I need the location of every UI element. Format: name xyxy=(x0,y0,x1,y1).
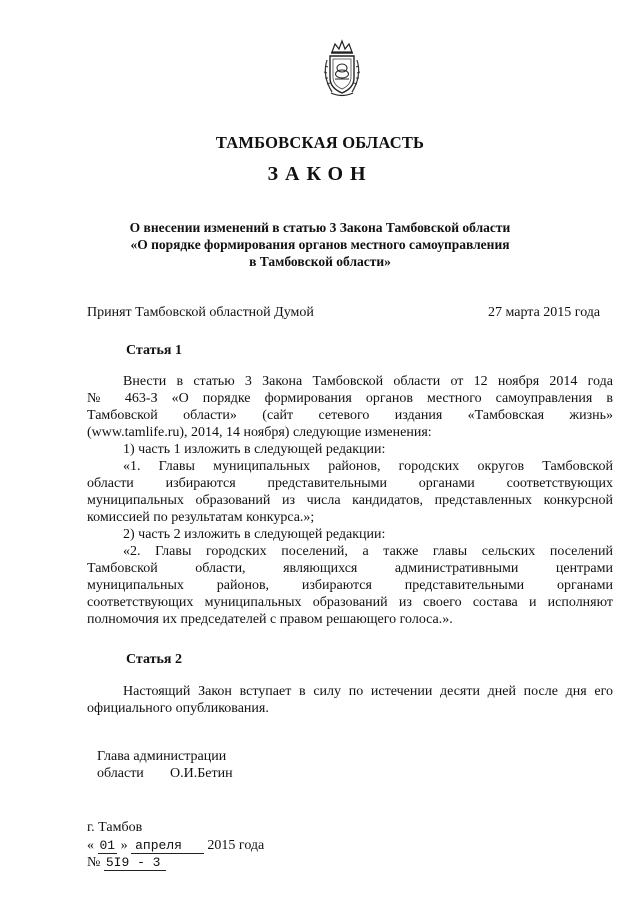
item-1-text xyxy=(87,458,613,526)
text-line: Настоящий Закон вступает в силу по истечении десяти дней после дня его xyxy=(123,684,613,699)
text-line: соответствующих муниципальных образований из своего состава и исполняют xyxy=(87,595,613,610)
text-line: «1. Главы муниципальных районов, городских округов Тамбовской xyxy=(123,459,613,474)
signatory-title: Глава администрации xyxy=(97,749,227,764)
item-1-label: 1) часть 1 изложить в следующей редакции: xyxy=(123,442,386,457)
article-2-text xyxy=(87,683,613,717)
document-type-title: ЗАКОН xyxy=(267,163,373,185)
text-line: комиссией по результатам конкурса.»; xyxy=(87,510,315,525)
text-line: полномочия их председателей с правом решающего голоса.». xyxy=(87,612,453,627)
article-2-heading: Статья 2 xyxy=(126,652,182,667)
region-title: ТАМБОВСКАЯ ОБЛАСТЬ xyxy=(215,133,425,152)
date-day: 01 xyxy=(99,838,116,853)
article-1-intro xyxy=(87,373,613,441)
text-line: муниципальных образований из числа кандидатов, представленных конкурсной xyxy=(87,493,613,508)
text-line: Внести в статью 3 Закона Тамбовской области от 12 ноября 2014 года xyxy=(123,374,613,389)
law-subject xyxy=(0,219,640,270)
signing-date: « 01 » апреля 2015 года xyxy=(87,838,265,853)
text-line: «2. Главы городских поселений, а также главы сельских поселений xyxy=(123,544,613,559)
registration-number-value: 5I9 - 3 xyxy=(104,855,167,871)
subject-line: О внесении изменений в статью 3 Закона Тамбовской области xyxy=(129,220,511,235)
subject-line: в Тамбовской области» xyxy=(249,254,391,269)
text-line: (www.tamlife.ru), 2014, 14 ноября) следующие изменения: xyxy=(87,425,432,440)
adoption-date: 27 марта 2015 года xyxy=(488,305,601,320)
signatory-name: О.И.Бетин xyxy=(170,766,233,781)
subject-line: «О порядке формирования органов местного самоуправления xyxy=(130,237,510,252)
signatory-region: области xyxy=(97,766,144,781)
text-line: Тамбовской области, являющихся административными центрами xyxy=(87,561,613,576)
registration-number: № 5I9 - 3 xyxy=(87,855,166,871)
text-line: муниципальных районов, избираются представительными органами xyxy=(87,578,613,593)
date-month: апреля xyxy=(131,838,204,854)
text-line: Тамбовской области» (сайт сетевого издания «Тамбовская жизнь» xyxy=(87,408,613,423)
signing-city: г. Тамбов xyxy=(87,820,143,835)
adopted-by: Принят Тамбовской областной Думой xyxy=(87,305,314,320)
text-line: № 463-З «О порядке формирования органов местного самоуправления в xyxy=(87,391,613,406)
article-1-heading: Статья 1 xyxy=(126,343,182,358)
text-line: официального опубликования. xyxy=(87,701,269,716)
text-line: области избираются представительными органами соответствующих xyxy=(87,476,613,491)
item-2-text xyxy=(87,543,613,628)
item-2-label: 2) часть 2 изложить в следующей редакции: xyxy=(123,527,386,542)
coat-of-arms-icon xyxy=(318,38,366,100)
